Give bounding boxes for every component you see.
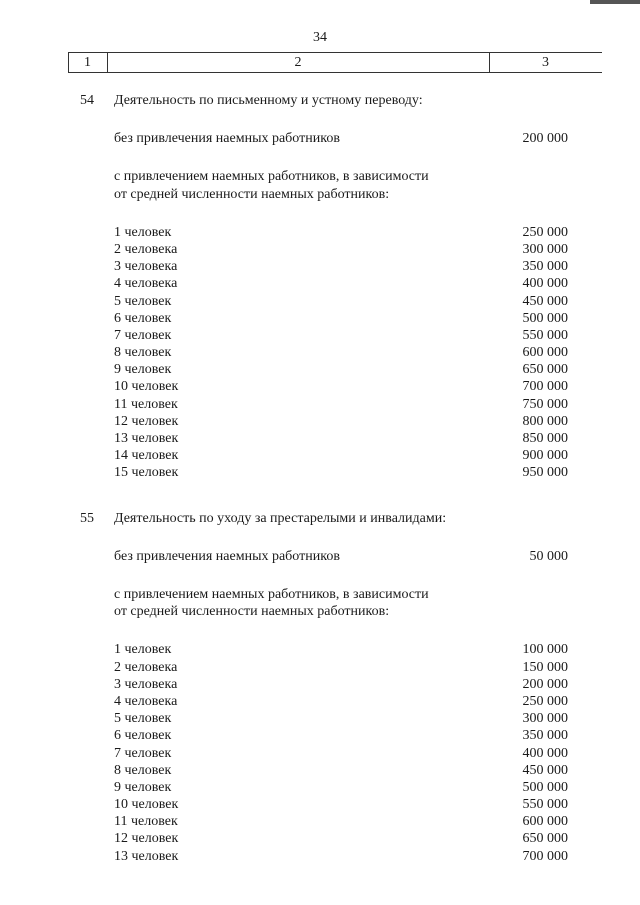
section-title: Деятельность по уходу за престарелыми и инвалидами:	[114, 510, 447, 526]
headcount-label: 12 человек	[114, 831, 179, 847]
headcount-label: 6 человек	[114, 728, 172, 744]
spacer	[80, 620, 580, 641]
headcount-amount: 900 000	[522, 448, 568, 464]
column-2-label: 2	[294, 55, 302, 70]
headcount-amount: 350 000	[522, 259, 568, 275]
headcount-row	[114, 447, 580, 464]
headcount-row	[114, 779, 580, 796]
section-number: 55	[80, 510, 94, 526]
headcount-amount: 300 000	[522, 241, 568, 257]
no-hire-label: без привлечения наемных работников	[114, 548, 340, 564]
spacer	[80, 147, 580, 168]
headcount-row	[114, 241, 580, 258]
headcount-amount: 600 000	[522, 345, 568, 361]
headcount-row	[114, 796, 580, 813]
headcount-row	[114, 293, 580, 310]
headcount-label: 11 человек	[114, 814, 178, 830]
headcount-amount: 700 000	[522, 379, 568, 395]
headcount-row	[114, 327, 580, 344]
headcount-label: 3 человека	[114, 676, 178, 692]
headcount-label: 8 человек	[114, 762, 172, 778]
headcount-row	[114, 361, 580, 378]
headcount-label: 12 человек	[114, 413, 179, 429]
headcount-row	[114, 727, 580, 744]
headcount-label: 2 человека	[114, 241, 178, 257]
no-hire-row	[114, 130, 580, 147]
headcount-row	[114, 676, 580, 693]
scan-corner-mark	[590, 0, 640, 4]
headcount-amount: 550 000	[522, 327, 568, 343]
headcount-label: 6 человек	[114, 310, 172, 326]
header-top-rule	[68, 52, 602, 53]
spacer	[80, 203, 580, 224]
headcount-label: 1 человек	[114, 642, 172, 658]
headcount-label: 5 человек	[114, 293, 172, 309]
headcount-label: 9 человек	[114, 779, 172, 795]
column-1-label: 1	[84, 55, 91, 70]
headcount-row	[114, 813, 580, 830]
headcount-label: 4 человека	[114, 693, 178, 709]
headcount-row	[114, 693, 580, 710]
headcount-label: 10 человек	[114, 379, 179, 395]
headcount-amount: 550 000	[522, 797, 568, 813]
with-hire-text: с привлечением наемных работников, в зависимости	[114, 169, 429, 185]
headcount-row	[114, 413, 580, 430]
no-hire-amount: 50 000	[529, 548, 568, 564]
headcount-row	[114, 344, 580, 361]
headcount-amount: 450 000	[522, 762, 568, 778]
headcount-amount: 500 000	[522, 779, 568, 795]
with-hire-text: с привлечением наемных работников, в зависимости	[114, 587, 429, 602]
headcount-row	[114, 258, 580, 275]
section-heading	[80, 92, 580, 109]
headcount-row	[114, 430, 580, 447]
page-number: 34	[313, 30, 327, 45]
headcount-row	[114, 659, 580, 676]
headcount-label: 7 человек	[114, 327, 172, 343]
headcount-amount: 400 000	[522, 276, 568, 292]
headcount-amount: 600 000	[522, 814, 568, 830]
headcount-row	[114, 762, 580, 779]
headcount-amount: 950 000	[522, 465, 568, 481]
with-hire-text: от средней численности наемных работников:	[114, 604, 390, 620]
headcount-amount: 650 000	[522, 362, 568, 378]
headcount-label: 3 человека	[114, 259, 178, 275]
section-55	[80, 510, 580, 865]
headcount-row	[114, 378, 580, 395]
headcount-label: 15 человек	[114, 465, 179, 481]
no-hire-amount: 200 000	[522, 131, 568, 147]
headcount-amount: 650 000	[522, 831, 568, 847]
headcount-label: 8 человек	[114, 345, 172, 361]
headcount-label: 7 человек	[114, 745, 172, 761]
headcount-amount: 100 000	[522, 642, 568, 658]
no-hire-row	[114, 548, 580, 565]
section-54	[80, 92, 580, 510]
headcount-row	[114, 641, 580, 658]
headcount-amount: 250 000	[522, 693, 568, 709]
headcount-row	[114, 710, 580, 727]
headcount-label: 9 человек	[114, 362, 172, 378]
headcount-row	[114, 848, 580, 865]
spacer	[80, 482, 580, 510]
section-heading	[80, 510, 580, 527]
headcount-amount: 300 000	[522, 711, 568, 727]
headcount-row	[114, 224, 580, 241]
headcount-amount: 450 000	[522, 293, 568, 309]
section-number: 54	[80, 93, 94, 108]
headcount-row	[114, 310, 580, 327]
headcount-label: 11 человек	[114, 396, 178, 412]
headcount-row	[114, 464, 580, 481]
headcount-amount: 200 000	[522, 676, 568, 692]
headcount-label: 13 человек	[114, 431, 179, 447]
headcount-amount: 350 000	[522, 728, 568, 744]
headcount-row	[114, 275, 580, 292]
headcount-row	[114, 830, 580, 847]
no-hire-label: без привлечения наемных работников	[114, 131, 340, 147]
headcount-amount: 150 000	[522, 659, 568, 675]
column-header	[68, 52, 602, 74]
headcount-label: 14 человек	[114, 448, 179, 464]
headcount-amount: 500 000	[522, 310, 568, 326]
headcount-amount: 250 000	[522, 224, 568, 240]
headcount-row	[114, 745, 580, 762]
section-title: Деятельность по письменному и устному переводу:	[114, 93, 423, 108]
with-hire-text: от средней численности наемных работников:	[114, 186, 390, 202]
headcount-amount: 700 000	[522, 848, 568, 864]
headcount-amount: 850 000	[522, 431, 568, 447]
header-bottom-rule	[68, 72, 602, 73]
headcount-label: 1 человек	[114, 224, 172, 240]
headcount-label: 2 человека	[114, 659, 178, 675]
headcount-amount: 400 000	[522, 745, 568, 761]
headcount-amount: 800 000	[522, 413, 568, 429]
spacer	[80, 565, 580, 586]
document-body	[80, 92, 580, 865]
column-3-label: 3	[542, 55, 549, 70]
headcount-label: 13 человек	[114, 848, 179, 864]
headcount-label: 4 человека	[114, 276, 178, 292]
headcount-row	[114, 396, 580, 413]
headcount-label: 10 человек	[114, 797, 179, 813]
headcount-amount: 750 000	[522, 396, 568, 412]
headcount-label: 5 человек	[114, 711, 172, 727]
